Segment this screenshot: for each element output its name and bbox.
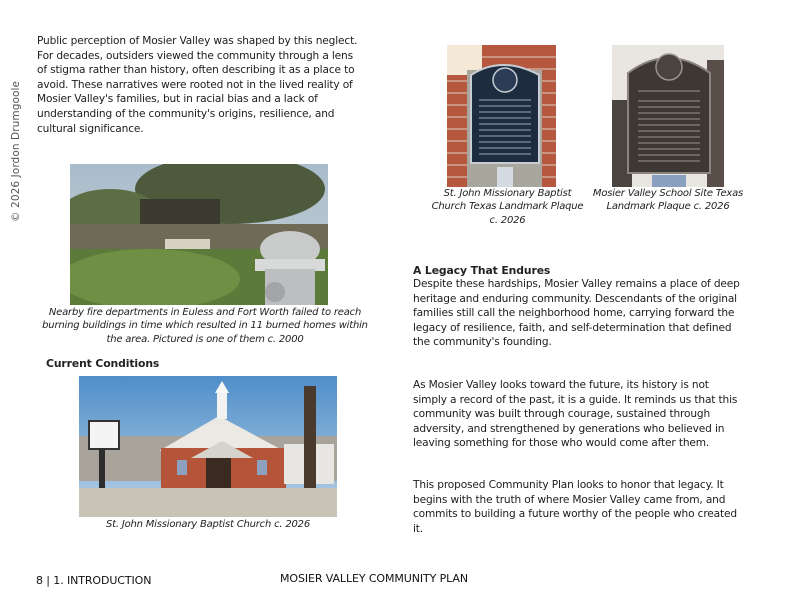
copyright-notice: © 2026 Jordon Drumgoole <box>10 80 22 222</box>
church-photo <box>79 376 337 517</box>
legacy-heading: A Legacy That Endures <box>413 264 551 277</box>
school-plaque-caption: Mosier Valley School Site Texas Landmark Plaque c. 2026 <box>592 188 744 213</box>
burned-home-caption: Nearby fire departments in Euless and Fort Worth failed to reach burning buildings in time which resulted in 11 burned homes within the area. Pictured is one of them c. 2000 <box>42 307 368 345</box>
legacy-paragraph-1: Despite these hardships, Mosier Valley remains a place of deep heritage and enduring community. Descendants of the original families still call the neighborhood home, carrying forward the legacy of resilience, faith, and self-determination that defined the community's founding. <box>413 278 740 349</box>
legacy-paragraph-2: As Mosier Valley looks toward the future, its history is not simply a record of the past, it is a guide. It reminds us that this community was built through courage, sustained through adversity, and strengthened by generations who believed in leaving something for those who would come after them. <box>413 379 738 450</box>
school-plaque-photo <box>612 45 724 187</box>
legacy-paragraph-3: This proposed Community Plan looks to honor that legacy. It begins with the truth of where Mosier Valley came from, and commits to building a future worthy of the people who created it. <box>413 479 737 535</box>
footer-page-section: 8 | 1. INTRODUCTION <box>36 574 152 587</box>
current-conditions-heading: Current Conditions <box>46 357 160 370</box>
intro-paragraph: Public perception of Mosier Valley was shaped by this neglect. For decades, outsiders viewed the community through a lens of stigma rather than history, often describing it as a place to avoid. These narratives were rooted not in the lived reality of Mosier Valley's families, but in racial bias and a lack of understanding of the community's origins, resilience, and cultural significance. <box>37 35 358 135</box>
burned-home-photo <box>70 164 328 305</box>
church-plaque-photo <box>447 45 556 187</box>
church-caption: St. John Missionary Baptist Church c. 2026 <box>106 519 310 530</box>
church-plaque-caption: St. John Missionary Baptist Church Texas Landmark Plaque c. 2026 <box>431 188 584 226</box>
footer-document-title: MOSIER VALLEY COMMUNITY PLAN <box>280 572 468 585</box>
